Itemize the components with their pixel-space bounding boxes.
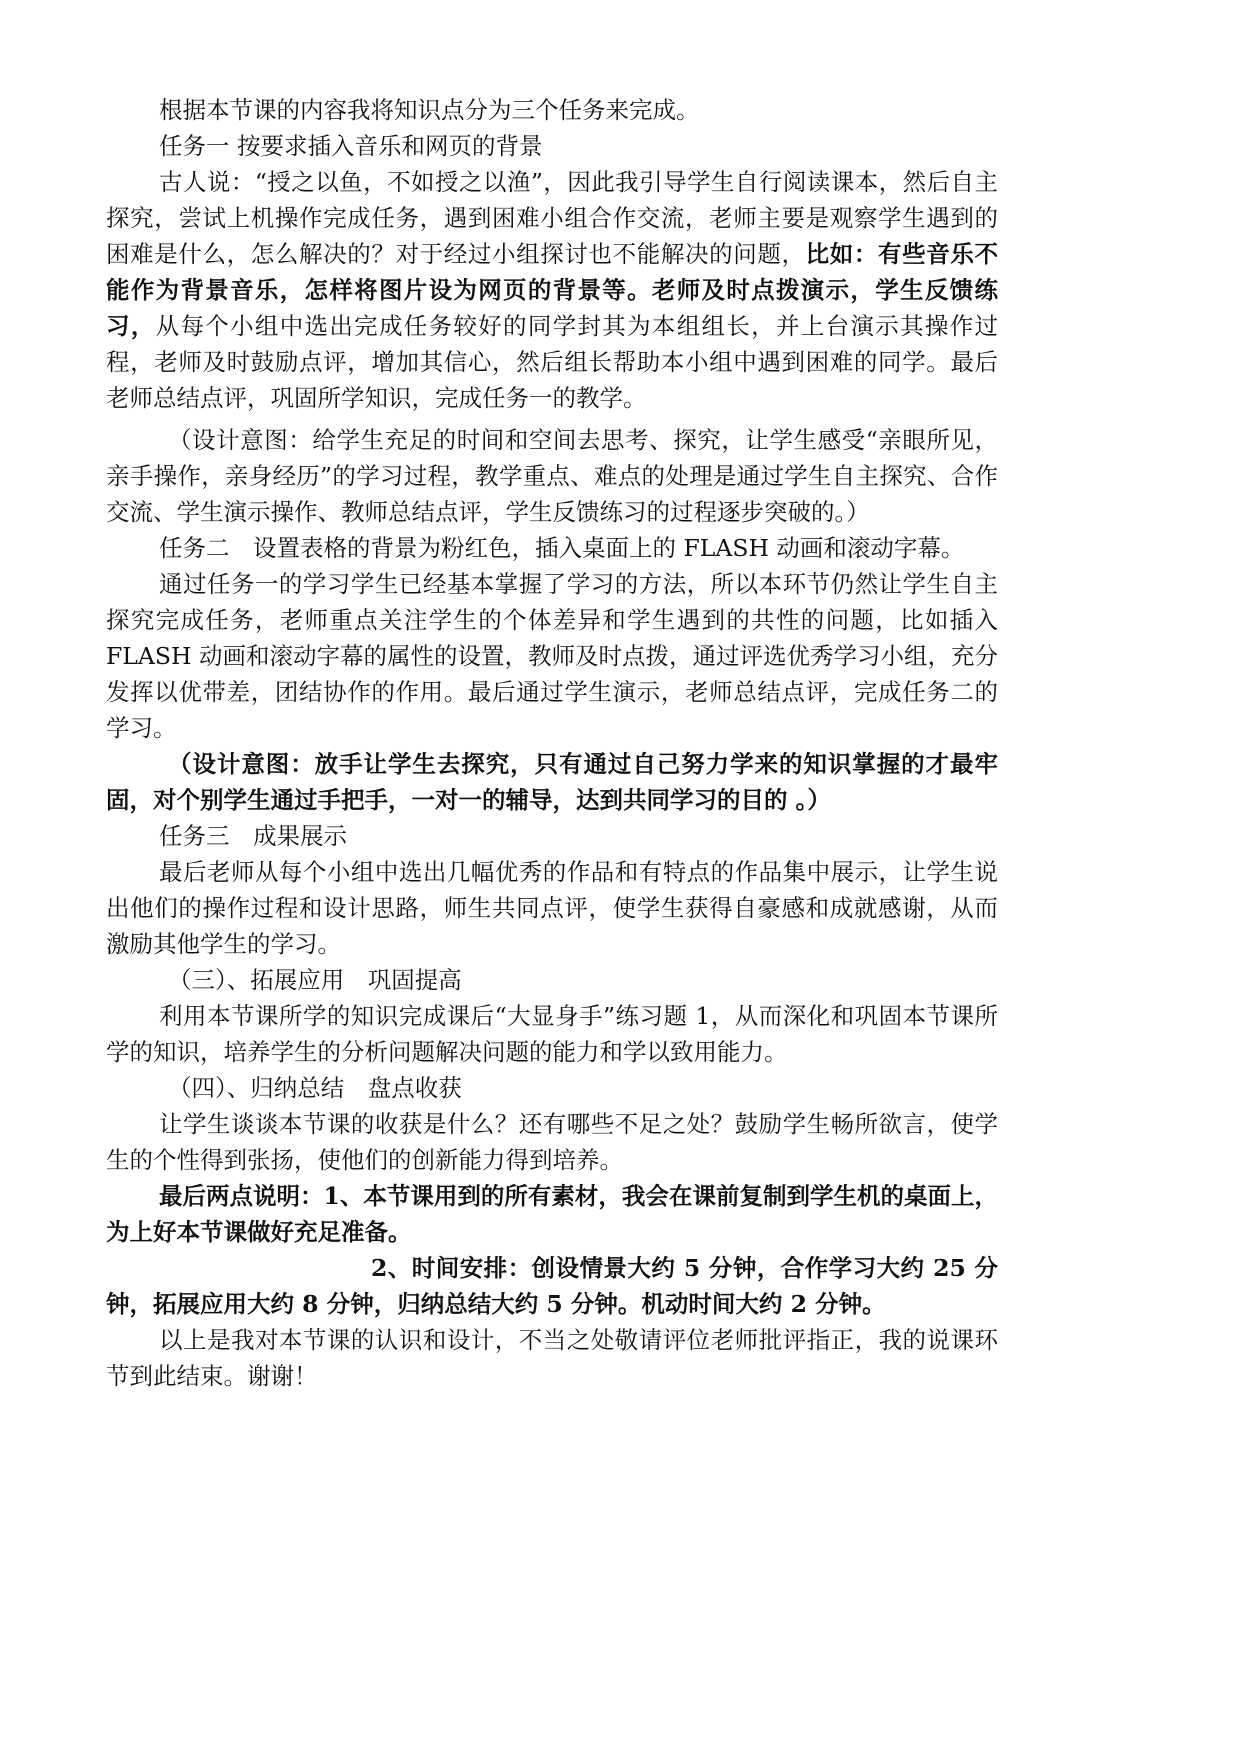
paragraph-bold-text: （设计意图：放手让学生去探究，只有通过自己努力学来的知识掌握的才最牢固，对个别学生通过手把手，一对一的辅导，达到共同学习的目的 。） — [106, 750, 998, 814]
paragraph-text: （设计意图：给学生充足的时间和空间去思考、探究，让学生感受“亲眼所见，亲手操作，亲身经历”的学习过程，教学重点、难点的处理是通过学生自主探究、合作交流、学生演示操作、教师总结点评，学生反馈练习的过程逐步突破的。） — [106, 426, 998, 526]
closing-paragraph — [106, 1322, 998, 1394]
paragraph-text: 让学生谈谈本节课的收获是什么？还有哪些不足之处？鼓励学生畅所欲言，使学生的个性得到张扬，使他们的创新能力得到培养。 — [106, 1110, 998, 1174]
design-intent-one — [106, 422, 998, 530]
task-two-heading — [106, 530, 998, 566]
section-four-heading — [106, 1070, 998, 1106]
heading-text: 任务一 按要求插入音乐和网页的背景 — [159, 132, 543, 160]
task-one-heading — [106, 128, 998, 164]
design-intent-two — [106, 746, 998, 818]
paragraph-bold-text: 2、时间安排：创设情景大约 5 分钟，合作学习大约 25 分钟，拓展应用大约 8 分钟，归纳总结大约 5 分钟。机动时间大约 2 分钟。 — [106, 1254, 998, 1318]
heading-text: （四）、归纳总结 盘点收获 — [168, 1074, 462, 1102]
section-four-body — [106, 1106, 998, 1178]
section-three-heading — [106, 962, 998, 998]
paragraph-text: 从每个小组中选出完成任务较好的同学封其为本组组长，并上台演示其操作过程，老师及时鼓励点评，增加其信心，然后组长帮助本小组中遇到困难的同学。最后老师总结点评，巩固所学知识，完成任务一的教学。 — [106, 312, 999, 412]
heading-text: 任务二 设置表格的背景为粉红色，插入桌面上的 FLASH 动画和滚动字幕。 — [159, 534, 965, 562]
task-two-body — [106, 566, 998, 746]
paragraph-text: 最后老师从每个小组中选出几幅优秀的作品和有特点的作品集中展示，让学生说出他们的操作过程和设计思路，师生共同点评，使学生获得自豪感和成就感谢，从而激励其他学生的学习。 — [106, 858, 998, 958]
paragraph-bold-text: 比如：有些音乐不能作为背景音乐，怎样将图片设为网页的背景等。老师及时点拨演示，学生反馈练习， — [106, 240, 998, 340]
paragraph-text: 利用本节课所学的知识完成课后“大显身手”练习题 1，从而深化和巩固本节课所学的知识，培养学生的分析问题解决问题的能力和学以致用能力。 — [106, 1002, 998, 1066]
heading-text: 任务三 成果展示 — [159, 822, 347, 850]
section-three-body — [106, 998, 998, 1070]
task-one-body — [106, 164, 998, 416]
final-note-one — [106, 1178, 998, 1250]
paragraph-text: 以上是我对本节课的认识和设计，不当之处敬请评位老师批评指正，我的说课环节到此结束。谢谢！ — [106, 1326, 998, 1390]
final-note-two — [106, 1250, 998, 1322]
document-page — [106, 92, 998, 1394]
paragraph-text: 根据本节课的内容我将知识点分为三个任务来完成。 — [159, 96, 700, 124]
task-three-heading — [106, 818, 998, 854]
paragraph-bold-text: 最后两点说明：1、本节课用到的所有素材，我会在课前复制到学生机的桌面上，为上好本节课做好充足准备。 — [106, 1182, 998, 1246]
paragraph-text: 通过任务一的学习学生已经基本掌握了学习的方法，所以本环节仍然让学生自主探究完成任务，老师重点关注学生的个体差异和学生遇到的共性的问题，比如插入 FLASH 动画和滚动字幕的属性的设置，教师及时点拨，通过评选优秀学习小组，充分发挥以优带差，团结协作的作用。最后通过学生演示，老师总结点评，完成任务二的学习。 — [106, 570, 998, 742]
paragraph-intro — [106, 92, 998, 128]
heading-text: （三）、拓展应用 巩固提高 — [168, 966, 462, 994]
task-three-body — [106, 854, 998, 962]
paragraph-text: 古人说：“授之以鱼，不如授之以渔”，因此我引导学生自行阅读课本，然后自主探究，尝试上机操作完成任务，遇到困难小组合作交流，老师主要是观察学生遇到的困难是什么，怎么解决的？对于经过小组探讨也不能解决的问题， — [106, 168, 998, 268]
